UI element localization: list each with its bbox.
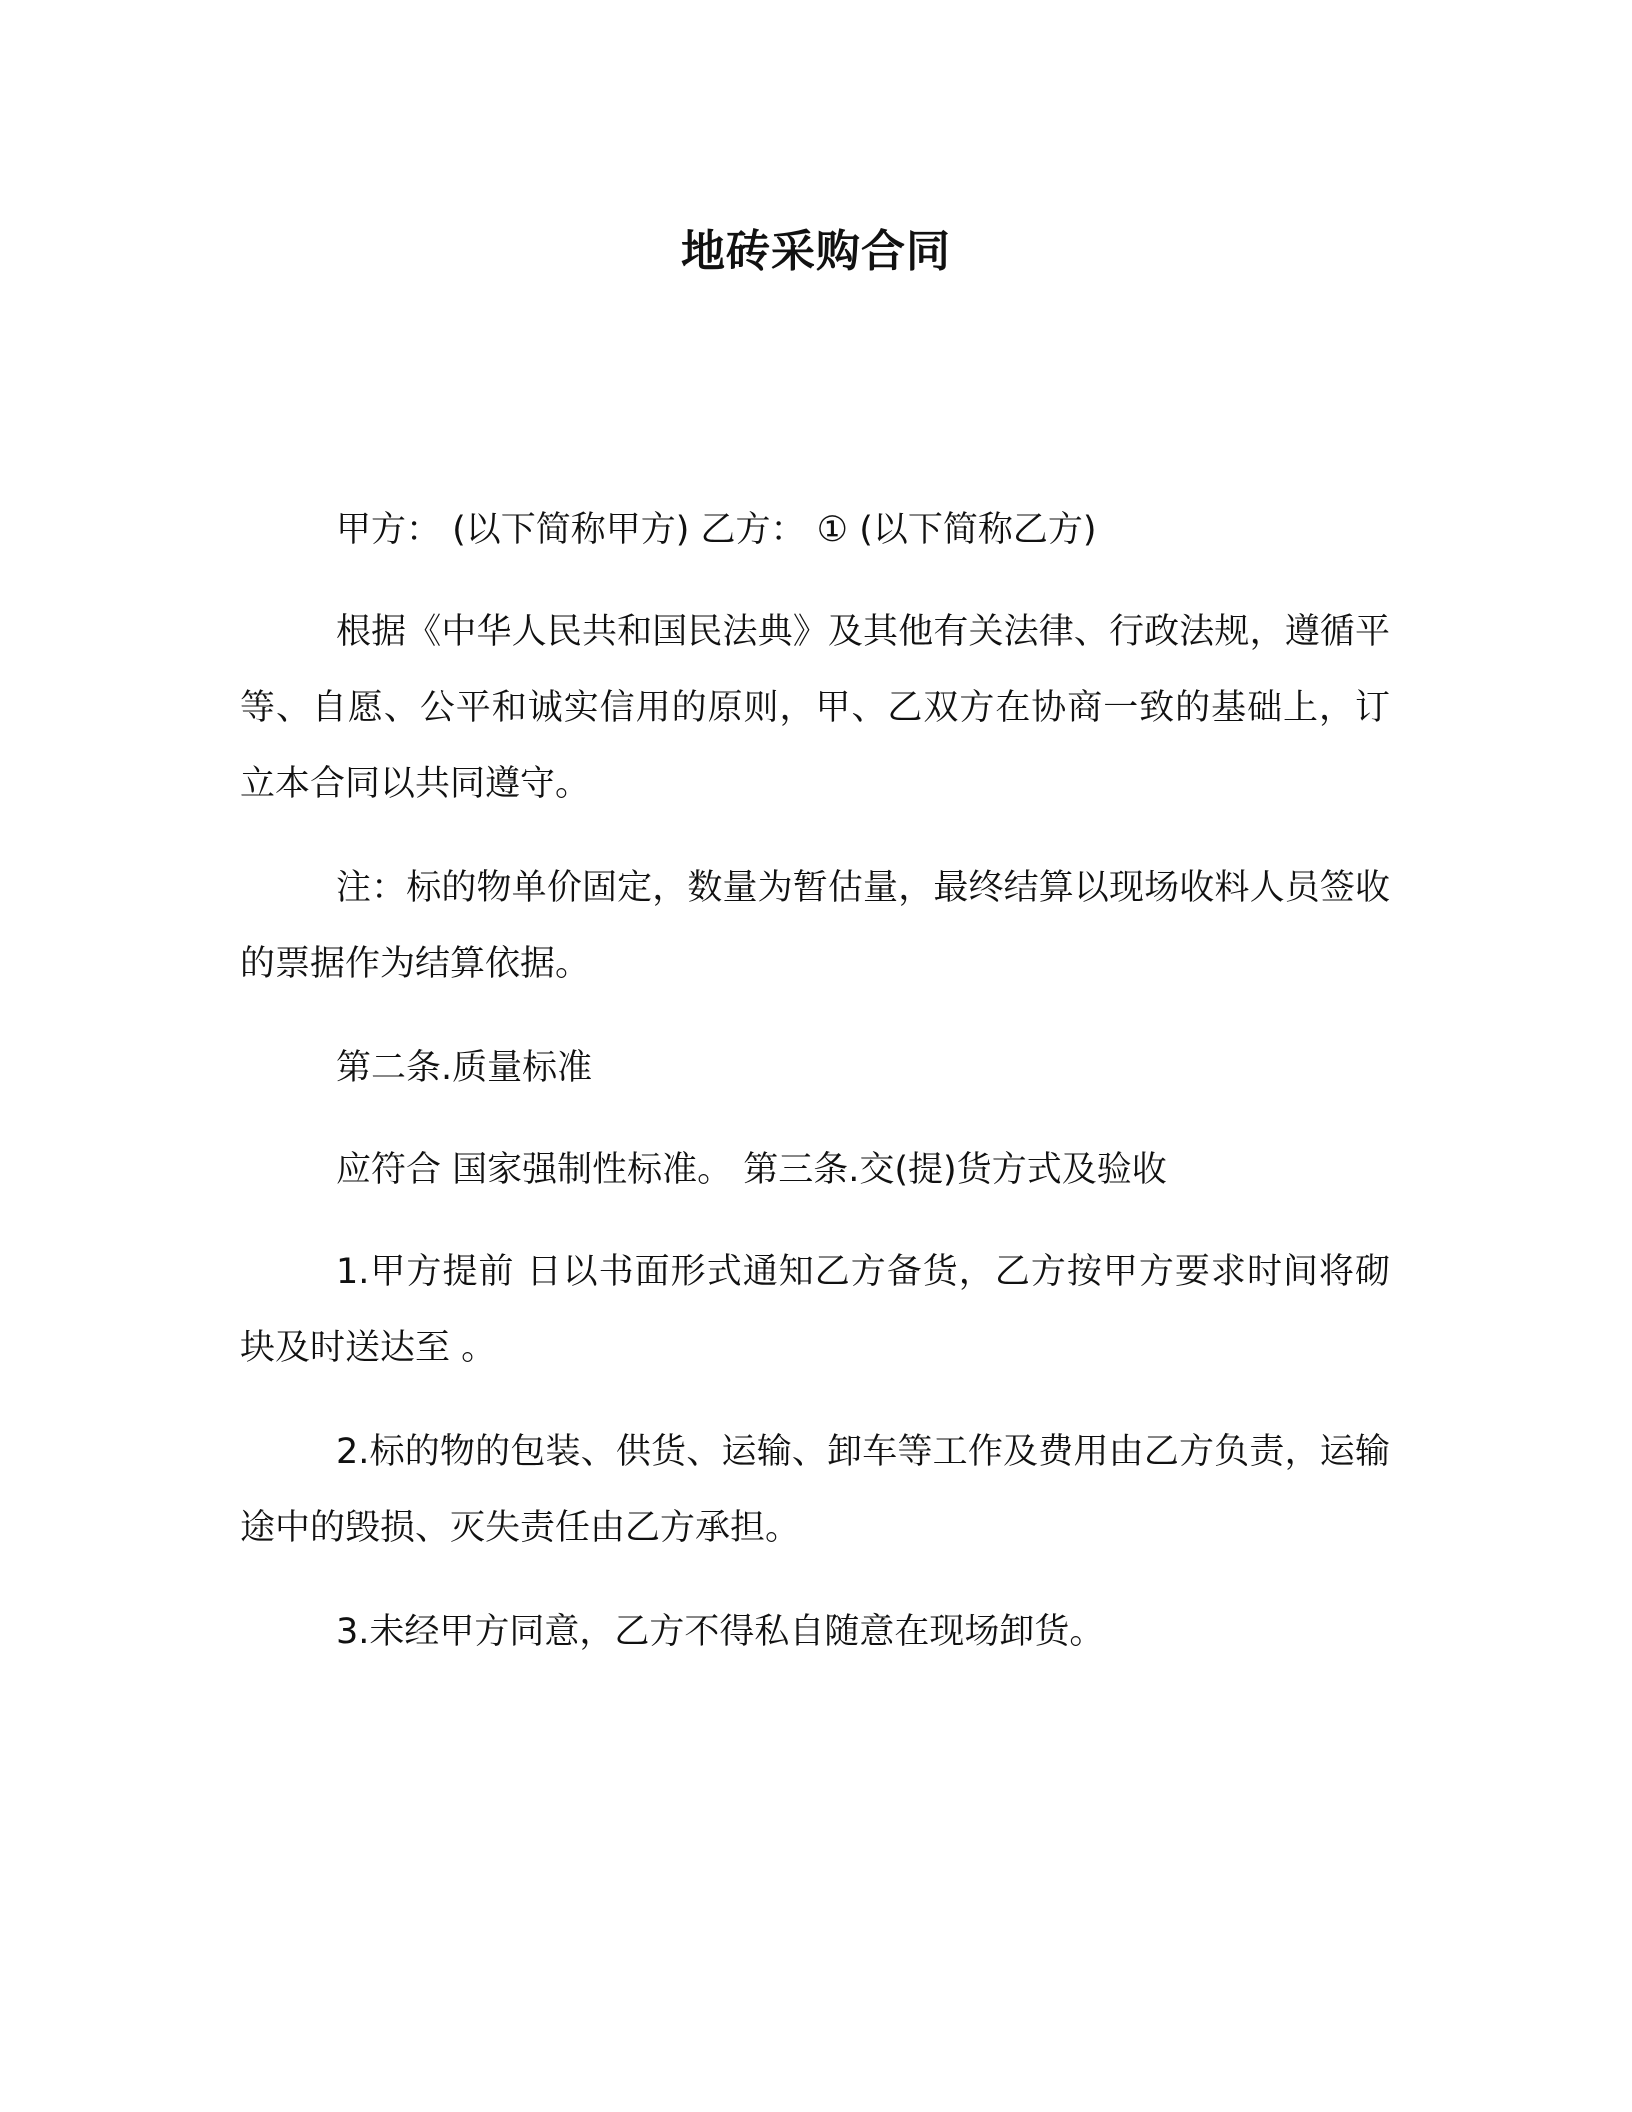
note-paragraph: 注：标的物单价固定，数量为暂估量，最终结算以现场收料人员签收的票据作为结算依据。: [240, 868, 1390, 984]
parties-paragraph: 甲方： (以下简称甲方) 乙方： ① (以下简称乙方): [336, 510, 1097, 550]
legal-basis-paragraph: 根据《中华人民共和国民法典》及其他有关法律、行政法规，遵循平等、自愿、公平和诚实信用的原则，甲、乙双方在协商一致的基础上，订立本合同以共同遵守。: [240, 612, 1390, 804]
delivery-clause-3: 3.未经甲方同意，乙方不得私自随意在现场卸货。: [336, 1612, 1105, 1652]
delivery-clause-2: 2.标的物的包装、供货、运输、卸车等工作及费用由乙方负责，运输途中的毁损、灭失责任由乙方承担。: [240, 1432, 1390, 1548]
quality-standard-paragraph: 应符合 国家强制性标准。 第三条.交(提)货方式及验收: [336, 1150, 1167, 1190]
section-heading-quality: 第二条.质量标准: [336, 1048, 593, 1088]
document-title: 地砖采购合同: [681, 226, 951, 277]
delivery-clause-1: 1.甲方提前 日以书面形式通知乙方备货，乙方按甲方要求时间将砌块及时送达至 。: [240, 1252, 1390, 1368]
document-body: [240, 492, 1390, 1696]
